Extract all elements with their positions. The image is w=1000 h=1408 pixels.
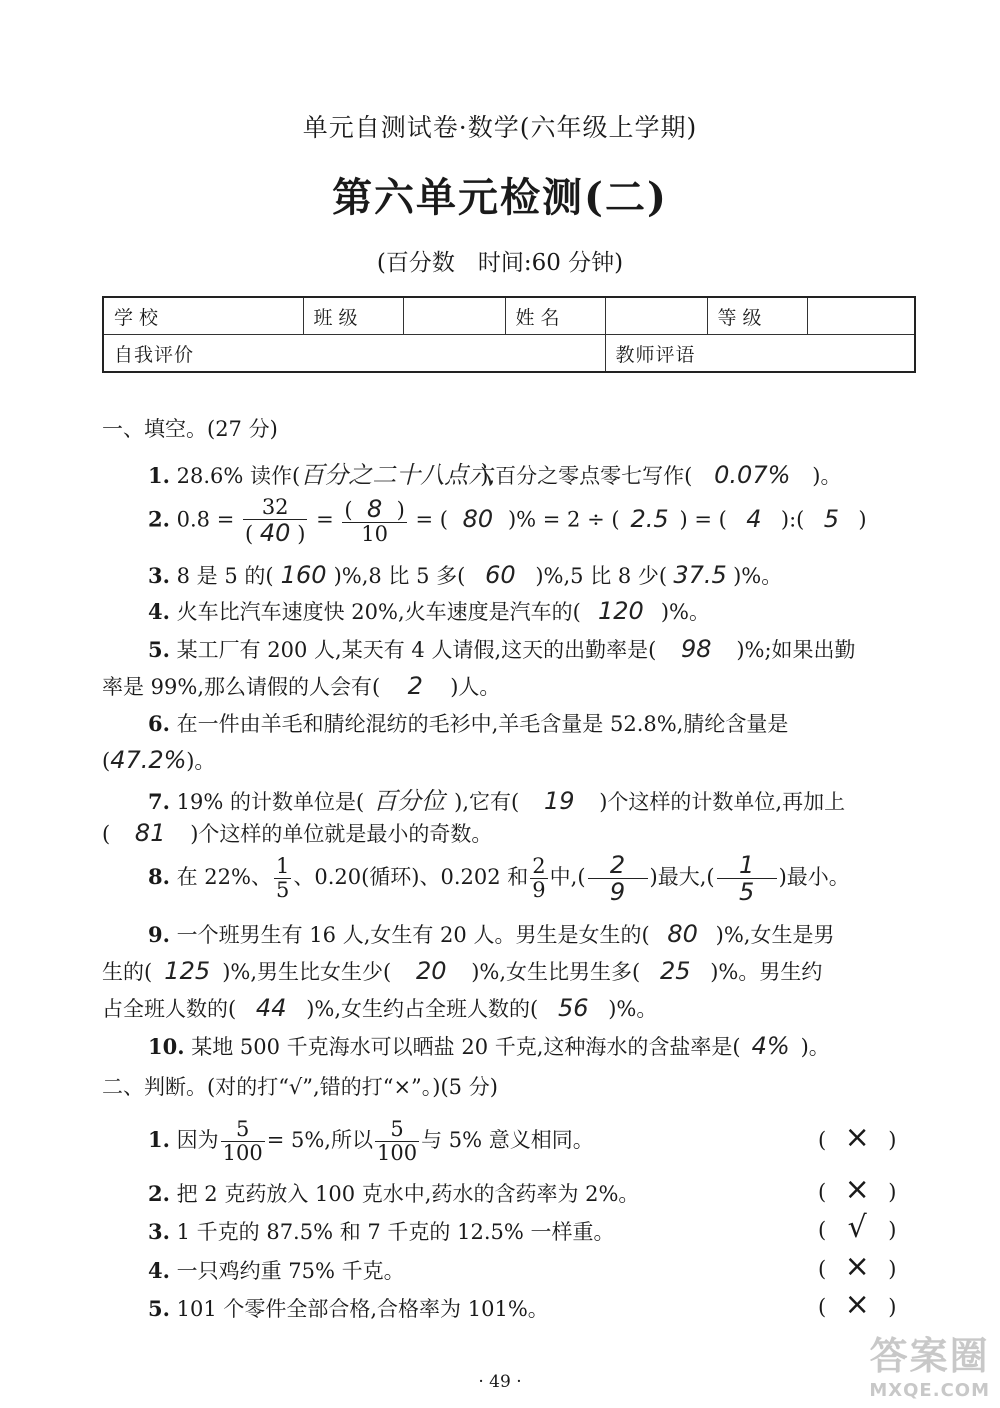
name-label: 姓名 [505,297,605,335]
question-10: 10. 某地 500 千克海水可以晒盐 20 千克,这种海水的含盐率是( 4% )。 [148,1032,830,1060]
answer-handwritten[interactable]: 60 [485,561,516,589]
judge-item: 3. 1 千克的 87.5% 和 7 千克的 12.5% 一样重。 [148,1219,615,1244]
answer-handwritten[interactable]: 98 [681,635,712,663]
question-7: 7. 19% 的计数单位是( 百分位 ),它有( 19 )个这样的计数单位,再加上 [148,781,963,816]
judge-answer-box[interactable]: ( √ ) [818,1210,897,1245]
answer-handwritten[interactable]: $\frac{2}{9}$ [588,852,648,905]
student-info-table [102,296,916,373]
answer-handwritten[interactable]: 4 [746,504,762,533]
school-label: 学校 [103,297,303,335]
fraction: $\frac{( 8 )}{10}$ [344,495,405,546]
question-6-cont: (47.2%)。 [102,746,216,774]
page-number: · 49 · [478,1372,522,1392]
answer-handwritten[interactable]: 47.2% [110,746,187,774]
exam-series-header: 单元自测试卷·数学(六年级上学期) [302,113,698,142]
question-9: 9. 一个班男生有 16 人,女生有 20 人。男生是女生的( 80 )%,女生是男 [148,920,835,948]
answer-handwritten[interactable]: 2.5 [630,504,669,533]
answer-handwritten[interactable]: 19 [543,787,575,815]
name-field[interactable] [605,297,707,335]
self-eval-label: 自我评价 [114,343,195,366]
answer-handwritten[interactable]: 80 [462,504,494,533]
answer-handwritten[interactable]: 5 [823,504,839,533]
exam-subtitle: (百分数 时间:60 分钟) [376,250,624,276]
answer-handwritten[interactable]: 百分位 [373,787,446,815]
judge-mark: √ [847,1210,867,1245]
judge-item: 1. 因为 $\frac{5}{100}$ = 5%,所以 $\frac{5}{100}$ 与 5% 意义相同。 [148,1117,594,1165]
answer-handwritten[interactable]: 4% [751,1032,790,1060]
judge-mark: × [844,1172,870,1207]
fraction: $\frac{5}{100}$ [376,1117,418,1165]
question-5: 5. 某工厂有 200 人,某天有 4 人请假,这天的出勤率是( 98 )%;如果出勤 [148,635,856,663]
self-eval-cell[interactable] [103,335,605,373]
watermark-url: MXQE.COM [869,1380,990,1401]
fraction: $\frac{2}{9}$ [532,854,546,902]
question-9-cont2: 占全班人数的( 44 )%,女生约占全班人数的( 56 )%。 [102,994,658,1022]
section-judge-title: 二、判断。(对的打“√”,错的打“×”。)(5 分) [102,1075,498,1099]
fraction: $\frac{32}{( 40 )}$ [244,495,306,547]
judge-answer-box[interactable]: ( × ) [818,1120,897,1155]
judge-item: 2. 把 2 克药放入 100 克水中,药水的含药率为 2%。 [148,1181,640,1206]
answer-handwritten[interactable]: 40 [259,519,291,547]
page-title: 第六单元检测(二) [332,174,668,221]
question-8: 8. 在 22%、 $\frac{1}{5}$ 、0.20(循环)、0.202 和 $\frac{2}{9}$ 中,( $\frac{2}{9}$ )最大,( $\frac{1}{5}$ )最小。 [148,851,850,906]
answer-handwritten[interactable]: 37.5 [673,561,727,589]
answer-handwritten[interactable]: 120 [597,597,644,625]
answer-handwritten[interactable]: $\frac{1}{5}$ [717,852,777,905]
answer-handwritten[interactable]: 0.07% [714,461,791,489]
question-9-cont: 生的( 125 )%,男生比女生少( 20 )%,女生比男生多( 25 )%。男生约 [102,957,823,985]
answer-handwritten[interactable]: 81 [134,819,166,847]
fraction: $\frac{5}{100}$ [222,1117,263,1165]
class-label: 班级 [303,297,403,335]
site-watermark [869,1325,990,1401]
answer-handwritten[interactable]: 20 [415,957,447,985]
answer-handwritten[interactable]: 80 [667,920,698,948]
teacher-eval-label: 教师评语 [615,343,696,366]
watermark-logo-text: 答案圈 [869,1334,990,1378]
judge-mark: × [844,1120,870,1155]
grade-field[interactable] [807,297,915,335]
fraction: $\frac{1}{5}$ [275,854,290,902]
judge-answer-box[interactable]: ( × ) [818,1249,897,1284]
answer-handwritten[interactable]: 56 [557,994,589,1022]
judge-mark: × [844,1249,870,1284]
judge-answer-box[interactable]: ( × ) [818,1287,897,1322]
answer-handwritten[interactable]: 25 [659,957,691,985]
judge-mark: × [844,1287,870,1322]
grade-label: 等级 [707,297,807,335]
question-2: 2. 0.8 = $\frac{32}{( 40 )}$ = $\frac{( 8 )}{10}$ = ( 80 )% = 2 ÷ ( 2.5 ) = ( 4 ):( 5 ) [148,495,867,547]
question-1: 1. 28.6% 读作(百分之二十八点六),百分之零点零七写作( 0.07% )。 [148,455,963,490]
answer-handwritten[interactable]: 125 [164,957,211,985]
question-6: 6. 在一件由羊毛和腈纶混纺的毛衫中,羊毛含量是 52.8%,腈纶含量是 [148,711,789,736]
teacher-eval-cell[interactable] [605,335,915,373]
question-5-cont: 率是 99%,那么请假的人会有( 2 )人。 [102,672,501,700]
question-3: 3. 8 是 5 的( 160 )%,8 比 5 多( 60 )%,5 比 8 少( 37.5 )%。 [148,561,783,589]
answer-handwritten[interactable]: 160 [280,561,327,589]
judge-item: 4. 一只鸡约重 75% 千克。 [148,1258,405,1283]
question-7-cont: ( 81 )个这样的单位就是最小的奇数。 [102,819,493,847]
class-field[interactable] [403,297,505,335]
section-fill-in-title: 一、填空。(27 分) [102,417,278,441]
answer-handwritten[interactable]: 2 [407,672,423,700]
answer-handwritten[interactable]: 44 [255,994,287,1022]
judge-answer-box[interactable]: ( × ) [818,1172,897,1207]
answer-handwritten[interactable]: 百分之二十八点六 [300,461,493,489]
question-4: 4. 火车比汽车速度快 20%,火车速度是汽车的( 120 )%。 [148,597,710,625]
judge-item: 5. 101 个零件全部合格,合格率为 101%。 [148,1296,549,1321]
answer-handwritten[interactable]: 8 [366,495,383,523]
